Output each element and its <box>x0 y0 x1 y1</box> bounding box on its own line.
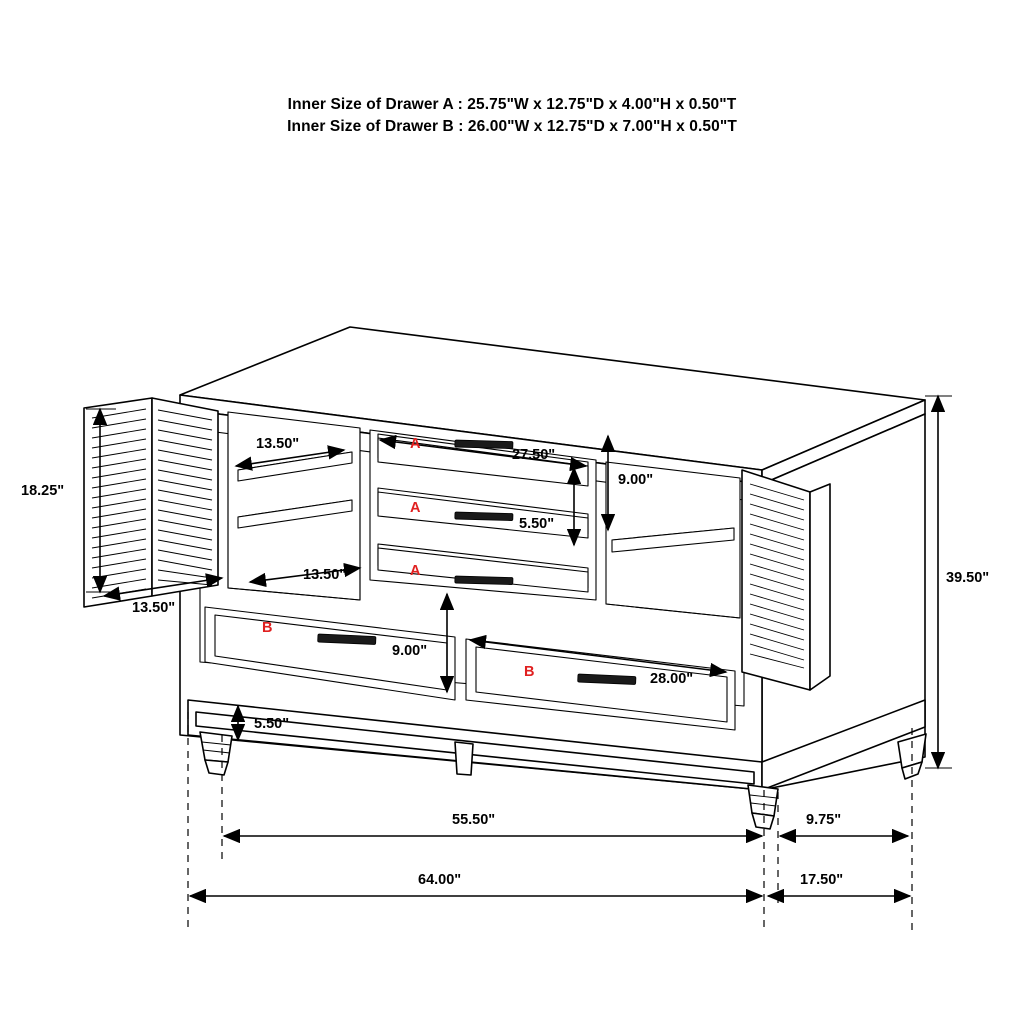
dim-side-depth-top: 9.75" <box>806 812 842 828</box>
dim-drawer-b-width: 28.00" <box>650 671 694 687</box>
drawer-tag-a-1: A <box>410 436 421 452</box>
dim-drawer-stack-height: 9.00" <box>618 472 654 488</box>
dim-drawer-a-width: 27.50" <box>512 447 556 463</box>
dim-overall-height: 39.50" <box>946 570 990 586</box>
title-line-2: Inner Size of Drawer B : 26.00"W x 12.75"D x 7.00"H x 0.50"T <box>287 118 737 135</box>
title-line-1: Inner Size of Drawer A : 25.75"W x 12.75"D x 4.00"H x 0.50"T <box>287 96 737 113</box>
dim-overall-width: 64.00" <box>418 872 462 888</box>
dim-drawer-b-height-left: 9.00" <box>392 643 428 659</box>
dim-side-depth-bottom: 17.50" <box>800 872 844 888</box>
drawer-tag-a-3: A <box>410 563 421 579</box>
dim-shelf-width-top: 13.50" <box>256 436 300 452</box>
dim-shelf-width-bottom: 13.50" <box>303 567 347 583</box>
dim-front-span: 55.50" <box>452 812 496 828</box>
dim-left-compartment-height: 18.25" <box>21 483 65 499</box>
drawer-tag-b-1: B <box>262 620 273 636</box>
drawer-tag-a-2: A <box>410 500 421 516</box>
dim-leg-height: 5.50" <box>254 716 290 732</box>
dim-shelf-depth: 13.50" <box>132 600 176 616</box>
dim-drawer-a-height: 5.50" <box>519 516 555 532</box>
drawer-tag-b-2: B <box>524 664 535 680</box>
